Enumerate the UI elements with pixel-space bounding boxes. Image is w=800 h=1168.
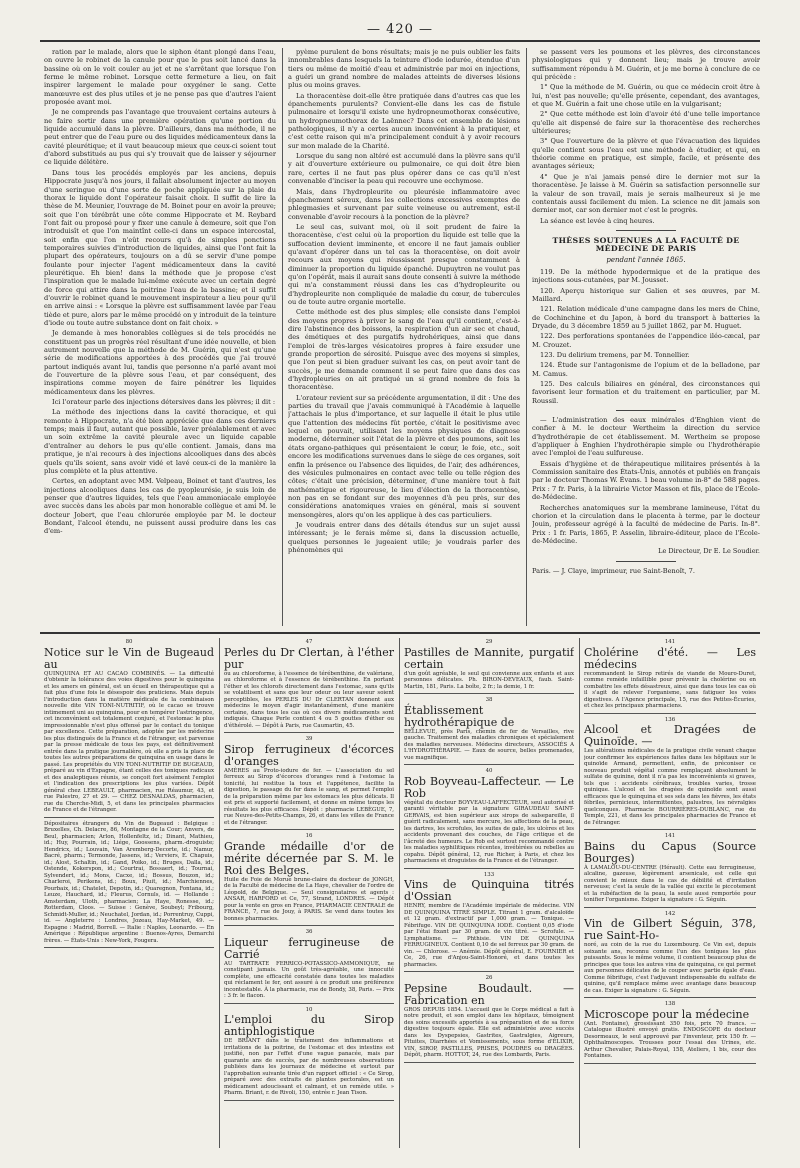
- advertisement-body: (Ant. Fontaine), grossissant 350 fois, prix 70 francs. — Catalogue illustré envoyé gratis. ENDOSCOPE du docteur Desormeaux, le seul approuvé par l'inventeur, prix 150 fr. — Ophthalmoscopes. Trousses pour l'essai des Urines, etc. Arthur Chevalier, Palais-Royal, 158, Ateliers, 1 bis, cour des Fontaines.: [584, 1020, 756, 1059]
- advertising-rule: [40, 632, 760, 634]
- advertisement-headline: Pepsine Boudault. — Fabrication en: [404, 981, 574, 1007]
- advertisement-body: GROS DEPUIS 1854. L'accueil que le Corps médical a fait à notre produit, et son emploi dans les hôpitaux, témoignent des soins excessifs apportés à sa préparation et de sa force digestive toujours égale. Elle est administrée avec succès dans les Dyspepsies, Gastrites, Gastralgies, Aigreurs, Pituites, Diarrhées et Vomissements, sous forme d'ÉLIXIR, VIN, SIROP, PASTILLES, PRISES, POUDRES ou DRAGÉES. Dépôt, pharm. HOTTOT, 24, rue des Lombards, Paris.: [404, 1006, 574, 1058]
- article-paragraph: Dans tous les procédés employés par les anciens, depuis Hippocrate jusqu'à nos jours, il fallait absolument injecter au moyen d'une seringue ou d'une sorte de poche appliquée sur la plaie du thorax le liquide dont l'opérateur faisait choix. Il suffit de lire la thèse de M. Meunier, l'ouvrage de M. Boinet pour en avoir la preuve; soit que l'on térébrât une côte comme Hippocrate et M. Reybard l'ont fait ou proposé pour y fixer une canule à demeure, soit que l'on introduisît et que l'on maintînt celle-ci dans un espace intercostal, soit enfin que l'on n'eût recours qu'à de simples ponctions temporaires suivies d'introduction de liquides, ainsi que l'ont fait la plupart des opérateurs, toujours on a dû se servir d'une pompe foulante pour injecter l'agent médicamenteux dans la cavité pleurétique. Eh bien! dans la méthode que je propose c'est l'inspiration que le malade lui-même exécute avec un certain degré de force qui attire dans la poitrine l'eau de la bassine; et il suffit d'ouvrir le robinet quand le mouvement inspirateur a lieu pour qu'il en arrive ainsi : « Lorsque la plèvre est suffisamment lavée par l'eau tiède et pure, alors par le même procédé on y introduit de la teinture d'iode ou toute autre substance dont on fait choix. »: [44, 168, 276, 327]
- thesis-entry: 124. Étude sur l'antagonisme de l'opium et de la belladone, par M. Camus.: [532, 361, 760, 378]
- page-number: — 420 —: [366, 22, 434, 37]
- advertisement-headline: Vins de Quinquina titrés d'Ossian: [404, 878, 574, 903]
- advertisement: [584, 1001, 756, 1064]
- section-rule: [616, 410, 676, 411]
- advertisement: [584, 833, 756, 908]
- article-paragraph: ration par le malade, alors que le siphon étant plongé dans l'eau, on ouvre le robinet de la canule pour que le pus soit lancé dans la bassine où on le voit couler au jet et ne s'arrêtant que lorsque l'on ferme le même robinet. Lorsque cette fermeture a lieu, on fait inspirer largement le malade pour oxygéner le sang. Cette manœuvre est des plus utiles et je ne pense pas que d'autres l'aient proposée avant moi.: [44, 48, 276, 107]
- advertisement-number: 141: [664, 639, 676, 645]
- advertisement-divider: [224, 732, 394, 733]
- article-paragraph: La thoracentèse doit-elle être pratiquée dans d'autres cas que les épanchements purulents? Convient-elle dans les cas de fistule pulmonaire et lorsqu'il existe une hydropneumothorax consécutive, un hydropneumothorax de Laënnec? Dans cet ensemble de lésions pathologiques, il n'y a certes aucun inconvénient à la pratiquer, et c'est cette raison qui m'a principalement conduit à y avoir recours sur mon malade de la Charité.: [288, 91, 520, 150]
- advertisement-number: 133: [483, 871, 495, 878]
- ads-column-3: [404, 638, 574, 1148]
- article-paragraph: L'orateur revient sur sa précédente argumentation, il dit : Une des parties du travail que j'avais communiqué à l'Académie à laquelle j'attachais le plus d'importance, et sur laquelle il était le plus utile que l'attention des médecins fût portée, c'était le positivisme avec lequel on pouvait, utilisant les moyens physiques de diagnose moderne, déterminer soit l'état de la plèvre et des poumons, soit les états organo-pathiques qui présentaient le cœur, le foie, etc., soit encore les modifications survenues dans le siège de ces organes, soit enfin la présence ou l'absence des liquides, de l'air, des adhérences, des vésicules pulmonaires en contact avec telle ou telle région des côtes; c'était une précision, déterminer, d'une manière tout à fait mathématique et rigoureuse, le lieu d'élection de la thoracentèse, non pas en se fondant sur des moyennes d'à peu près, sur des considérations anatomiques vraies en général, mais si souvent mensongères, alors qu'on les applique à des cas particuliers.: [288, 393, 520, 519]
- advertisement-headline: Liqueur ferrugineuse de Carrié: [224, 935, 394, 961]
- advertisement-headline: Vin de Gilbert Séguin, 378, rue Saint-Ho-: [584, 917, 756, 942]
- article-paragraph: se passent vers les poumons et les plèvres, des circonstances physiologiques qui y donnent lieu; mais je trouve avoir suffisamment répondu à M. Guérin, et je me borne à conclure de ce qui précède :: [532, 48, 760, 82]
- section-rule: [616, 230, 676, 231]
- advertisement: [44, 639, 214, 818]
- advertisement-divider: [584, 1063, 756, 1064]
- notice-paragraph: Recherches anatomiques sur la membrane lamineuse, l'état du chorion et la circulation dans le placenta à terme, par le docteur Jouin, professeur agrégé à la faculté de médecine de Paris. In-8°. Prix : 1 fr. Paris, 1865, P. Asselin, libraire-éditeur, place de l'École-de-Médecine.: [532, 503, 760, 545]
- advertisement: [584, 639, 756, 714]
- article-paragraph: Je voudrais entrer dans des détails étendus sur un sujet aussi intéressant; je le ferais même si, dans la discussion actuelle, quelques personnes le jugeaient utile; je voudrais parler des phénomènes qui: [288, 520, 520, 554]
- advertisement-body: À LAMALOU-DU-CENTRE (Hérault). Cette eau ferrugineuse, alcaline, gazeuse, légèrement arsenicale, est celle qui convient le mieux dans le cas de débilité et d'irritation nerveuse; c'est la seule de la vallée qui excite le piccotement et la rubéfaction de la peau, la seule aussi remportée pour tonifier l'organisme. Exiger la signature : G. Séguin.: [584, 864, 756, 903]
- advertisement-number: 29: [485, 639, 493, 645]
- article-paragraph: Mais, dans l'hydropleurite ou pleurésie inflammatoire avec épanchement séreux, dans les collections excessives exemptes de phlegmasies et survenant par suite veineuse ou autrement, est-il convenable d'avoir recours à la ponction de la plèvre?: [288, 187, 520, 221]
- advertisement-divider: [404, 1062, 574, 1063]
- advertisement-divider: [44, 817, 214, 818]
- advertisement-divider: [224, 1003, 394, 1004]
- advertisement-body: QUINQUINA ET AU CACAO COMBINÉS. — La difficulté d'obtenir la tolérance des voies digestives pour le quinquina et les amers en général, est un écueil en thérapeutique qui a fait plus d'une fois le désespoir des praticiens. Mais depuis l'introduction dans la matière médicale de la combinaison nouvelle dite VIN TONI-NUTRITIF, où le cacao se trouve intimement uni au quinquina, pour en tempérer l'astringence, cet inconvénient est totalement conjuré, et l'estomac le plus impressionnable n'est plus offensé par le contact du tonique par excellence. Cette préparation, adoptée par les médecins les plus distingués de la France et de l'étranger, est parvenue par la presse médicale de tous les pays, est définitivement entrée dans la pratique journalière, où elle a pris la place de toutes les autres préparations de quinquina en usage dans le passé. Les propriétés du VIN TONI-NUTRITIF DE BUGEAUD, préparé au vin d'Espagne, étant celles des toniques radicaux et des analeptiques réunis, se conçoit fort aisément l'emploi et l'indication des prescriptions les plus variées. Dépôt général chez LEBEAULT, pharmacien, rue Réaumur, 43, et rue Palestro, 27 et 29. — CHEZ DESNALDAS, pharmacien, rue du Cherche-Midi, 5, et dans les principales pharmacies de France et de l'étranger.: [44, 670, 214, 813]
- column-divider: [579, 638, 580, 1148]
- advertisement-body: ou au chloroforme, à l'essence de térébenthine, de valériane, au chloroforme et à l'essence de térébenthine. En portant l'éther et les chlorofs directement dans l'estomac, sans qu'ils se volatilisent et sans que leur odeur ou leur saveur soient perceptibles, les PERLES DU Dr CLERTAN donnent aux médecins le moyen d'agir instantanément, d'une manière certaine, dans tous les cas où ces divers médicaments sont indiqués. Chaque Perle contient 4 ou 5 gouttes d'éther ou d'éthérolé. — Dépôt à Paris, rue Caumartin, 45.: [224, 670, 394, 729]
- article-paragraph: 4° Que je n'ai jamais pensé dire le dernier mot sur la thoracentèse. Je laisse à M. Guérin sa satisfaction personnelle sur la valeur de son travail, mais je serais malheureux si je me contentais aussi facilement du mien. La science ne dit jamais son dernier mot, car son dernier mot c'est le progrès.: [532, 172, 760, 215]
- notice-paragraph: — L'administration des eaux minérales d'Enghien vient de confier à M. le docteur Wertheim la direction du service d'hydrothérapie de cet établissement. M. Wertheim se propose d'appliquer à Enghien l'hydrothérapie simple ou l'hydrothérapie avec l'emploi de l'eau sulfureuse.: [532, 416, 760, 458]
- advertisement: [584, 717, 756, 831]
- thesis-entry: 125. Des calculs biliaires en général, des circonstances qui favorisent leur formation et du traitement en particulier, par M. Roussil.: [532, 380, 760, 405]
- advertisement-number: 47: [305, 639, 313, 645]
- article-paragraph: pyème purulent de bons résultats; mais je ne puis oublier les faits innombrables dans lesquels la teinture d'iode iodurée, étendue d'un tiers ou même de moitié d'eau et administrée par moi en injections, a guéri un grand nombre de malades atteints de diverses lésions plus ou moins graves.: [288, 48, 520, 90]
- advertisement-number: 16: [305, 833, 313, 839]
- article-paragraph: Je ne comprends pas l'avantage que trouvaient certains auteurs à ne faire sortir dans une première opération qu'une portion du liquide accumulé dans la plèvre. D'ailleurs, dans ma méthode, il ne peut entrer que de l'eau pure ou des liquides médicamenteux dans la cavité pleurétique; et il vaut beaucoup mieux que ceux-ci soient tout d'abord substitués au pus qui s'y trouvait que de laisser y séjourner ce liquide délétère.: [44, 108, 276, 167]
- notices: [532, 416, 760, 545]
- thesis-entry: 122. Des perforations spontanées de l'appendice iléo-cæcal, par M. Crouzet.: [532, 332, 760, 349]
- thesis-entry: 121. Relation médicale d'une campagne dans les mers de Chine, de Cochinchine et du Japon, à bord du transport à batteries la Dryade, du 3 décembre 1859 au 5 juillet 1862, par M. Huguet.: [532, 305, 760, 330]
- advertisement-headline: Rob Boyveau-Laffecteur. — Le Rob: [404, 774, 574, 800]
- advertisement-divider: [584, 907, 756, 908]
- section-rule: [616, 561, 676, 562]
- advertisement: [224, 1007, 394, 1101]
- advertisement: [404, 975, 574, 1063]
- advertisement-body: végétal du docteur BOYVEAU-LAFFECTEUR, seul autorisé et garanti véritable par la signature GIRAUDEAU SAINT-GERVAIS, est bien supérieur aux sirops de salsepareille, il guérit radicalement, sans mercure, les affections de la peau, les dartres, les scrofules, les suites de gale, les ulcères et les accidents provenant des couches, de l'âge critique et de l'âcreté des humeurs. Le Rob est surtout recommandé contre les maladies syphilitiques récentes, invétérées ou rebelles au copahu. Dépôt général, 12, rue Richer, à Paris, et chez les pharmaciens et droguistes de la France et de l'étranger.: [404, 799, 574, 864]
- article-paragraph: La séance est levée à cinq heures.: [540, 216, 655, 225]
- column-divider: [399, 638, 400, 1148]
- advertisement: [224, 639, 394, 733]
- column-divider: [526, 48, 527, 626]
- ads-column-1: [44, 638, 214, 1148]
- advertisement-divider: [224, 1100, 394, 1101]
- advertisement-number: 36: [305, 929, 313, 935]
- advertisement-divider: [404, 971, 574, 972]
- advertisement-number: 141: [664, 833, 676, 839]
- advertisement-headline: Bains du Capus (Source Bourges): [584, 839, 756, 865]
- advertisement-headline: Notice sur le Vin de Bugeaud au: [44, 645, 214, 671]
- director-signature: Le Directeur, Dr E. Le Soudier.: [658, 547, 760, 556]
- header-rule: [40, 40, 760, 42]
- ads-column-2: [224, 638, 394, 1148]
- advertisement-headline: Grande médaille d'or de mérite décernée par S. M. le Roi des Belges.: [224, 839, 394, 877]
- advertisement-headline: Alcool et Dragées de Quinoïde. —: [584, 723, 756, 748]
- thesis-entry: 119. De la méthode hypodermique et de la pratique des injections sous-cutanées, par M. Jousset.: [532, 267, 760, 285]
- advertisement-number: 10: [305, 1006, 313, 1013]
- advertisement-number: 38: [485, 697, 493, 703]
- thesis-entry: 120. Aperçu historique sur Galien et ses œuvres, par M. Maillard.: [532, 286, 760, 303]
- advertisement: [404, 697, 574, 765]
- advertisement-number: 142: [664, 910, 676, 917]
- advertisement-number: 39: [305, 736, 313, 742]
- article-paragraph: Je demande à mes honorables collègues si de tels procédés ne constituent pas un progrès réel résultant d'une idée nouvelle, et bien autrement nouvelle que la méthode de M. Guérin, qui n'est qu'une série de modifications apportées à des procédés que j'ai trouvé partout indiqués avant lui, tandis que personne n'a parlé avant moi de l'ouverture de la plèvre sous l'eau, et par conséquent, des inspirations comme moyen de faire pénétrer les liquides médicamenteux dans les plèvres.: [44, 329, 276, 396]
- article-paragraph: Le seul cas, suivant moi, où il soit prudent de faire la thoracentèse, c'est celui où la proportion du liquide est telle que la suffocation devient imminente, et encore il ne faut jamais oublier qu'avant d'opérer dans un tel cas la thoracentèse, on doit avoir recours aux moyens qui réussissent presque constamment à diminuer la proportion du liquide épanché. Dupuytren ne voulut pas qu'on l'opérât, mais il aurait sans doute consenti à suivre la méthode qui m'a constamment réussi dans les cas d'hydropleurite ou d'hydropleurite non compliquée de maladie du cœur, de tubercules ou de toute autre organie mortelle.: [288, 222, 520, 306]
- advertisement-divider: [44, 947, 214, 948]
- advertisement-body: HENRY, membre de l'Académie impériale de médecine. VIN DE QUINQUINA TITRÉ SIMPLE. Titrant 1 gram. d'alcaloïde et 12 gram. d'extractif par 1,000 gram. — Tonique. — Fébrifuge. VIN DE QUINQUINA IODÉ. Contient 0,05 d'iode par l'étai fixant par 30 gram. de vin titré. — Scrofule. — Lymphatisme. — Phthisie. VIN DE QUINQUINA FERRUGINEUX. Contient 0,10 de sel ferreux par 30 gram. de vin. — Chlorose. — Anémie. Dépôt général, E. FOURNIER et Ce, 26, rue d'Anjou-Saint-Honoré, et dans toutes les pharmacies.: [404, 903, 574, 968]
- advertisement: [404, 872, 574, 973]
- advertisement-divider: [404, 764, 574, 765]
- article-paragraph: Ici l'orateur parle des injections détersives dans les plèvres; il dit :: [52, 398, 276, 407]
- conclusion-text: [532, 48, 760, 225]
- advertisement-headline: Microscope pour la médecine: [584, 1007, 750, 1021]
- advertisement-divider: [404, 693, 574, 694]
- advertisement-number: 136: [664, 716, 676, 723]
- advertisement-headline: Sirop ferrugineux d'écorces d'oranges: [224, 742, 394, 768]
- advertisement-body: recommandent le Sirop retirés de viande de Mouro-Duret, comme remède infaillible pour prévenir la cholérine ou en combattre les effets désastreux, ainsi que dans tous les cas où il s'agit de relever l'organisme, sans fatiguer les voies digestives. A l'Agence principale, 15, rue des Petites-Écuries, et chez les principaux pharmaciens.: [584, 670, 756, 709]
- advertisement-body: Huile de Foie de Morue brune-claire du docteur de JONGH, de la Faculté de médecine de La Haye, chevalier de l'ordre de Léopold, de Belgique. — Seul consignataires et agents : ANSAR, HARFORD et Ce, 77, Strand, LONDRES. — Dépôt pour la vente en gros en France, PHARMACIE CENTRALE de FRANCE, 7, rue de Jouy, à PARIS. Se vend dans toutes les bonnes pharmacies.: [224, 876, 394, 922]
- advertisement-headline: Établissement hydrothérapique de: [404, 703, 515, 729]
- advertisement-number: 138: [664, 1001, 676, 1007]
- advertisement-number: 40: [485, 768, 493, 774]
- advertisement: [584, 911, 756, 999]
- article-paragraph: La méthode des injections dans la cavité thoracique, et qui remonte à Hippocrate, n'a été bien appréciée que dans ces derniers temps; mais il faut, autant que possible, laver préalablement et avec un soin extrême la cavité pleurale avec un liquide capable d'entraîner au dehors le pus qu'elle contient. Jamais, dans ma pratique, je n'ai recours à des injections alcooliques dans des abcès quels qu'ils soient, sans avoir vidé et lavé ceux-ci de la manière la plus complète et la plus attentive.: [44, 408, 276, 475]
- article-column-3: [532, 48, 760, 626]
- advertisement: [44, 821, 214, 949]
- advertisement-divider: [584, 997, 756, 998]
- article-column-1: [44, 48, 276, 626]
- advertisement-body: AMÈRES au Proto-iodure de fer. — L'association du sel ferreux au Sirop d'écorces d'oranges rend à l'estomac la tonicité, lui restitue la toux et l'appétence, facilite la digestion, le passage du fer dans le sang, et permet l'emploi de la préparation même par les estomacs les plus délicats. Il est pris et supporté facilement, et donne en même temps les résultats les plus efficaces. Dépôt : pharmacie LEBÈGUE, 7, rue Neuve-des-Petits-Champs, 26, et dans les villes de France et de l'étranger.: [224, 767, 394, 826]
- advertisement-divider: [224, 925, 394, 926]
- column-divider: [219, 638, 220, 1148]
- advertisement-body: BELLEVUE, près Paris, chemin de fer de Versailles, rive gauche. Traitement des maladies chroniques et spécialement des maladies nerveuses. Médecins directeurs, ASSOCIÉS A L'HYDROTHÉRAPIE. — Eaux de source, belles promenades, vue magnifique.: [404, 728, 574, 761]
- advertisement-headline: L'emploi du Sirop antiphlogistique: [224, 1013, 394, 1038]
- advertisement-body: d'un goût agréable, le seul qui convienne aux enfants et aux personnes délicates. Ph. BIRON-DEVEAUX, faub. Saint-Martin, 181, Paris. La boîte, 2 fr.; la demie, 1 fr.: [404, 670, 574, 690]
- advertisement-body: Les altérations médicales de la pratique civile venant chaque jour confirmer les expériences faites dans les hôpitaux sur le quinoïde Armand, permettent, enfin, de préconiser ce nouveau produit végétal comme remplaçant absolument le sulfate de quinine, dont il n'a pas les inconvénients si graves, tels que : accidents cérébraux, troubles varies, trosse quinique. L'alcool et les dragées de quinoïde sont aussi efficaces que le quinquina et ses sels dans les fièvres, les états fébriles, pernicieux, intermittentes, palustres, les névralgies quelconques. Pharmacie BOURRIÈRES-DUBLANC, rue du Temple, 221, et dans les principales pharmacies de France et de l'étranger.: [584, 748, 756, 826]
- advertisement-divider: [584, 713, 756, 714]
- advertisement: [404, 639, 574, 694]
- article-column-2: [288, 48, 520, 626]
- advertisement-body: Dépositaires étrangers du Vin de Bugeaud : Belgique : Bruxelles, Ch. Delacre, 86, Montagne de la Cour; Anvers, de Beul, pharmacien; Arlon, Hollenfeltz, id.; Dinant, Mathieu, id.; Huy, Pourrain, id.; Liége, Goossens, pharm.-droguiste; Hendricx, id.; Louvain, Van Aremberg-Decorte, id.; Namur, Bacré, pharm.; Termonde, Jassens, id.; Verviers, E. Chapuis, id.; Alost, Schaltin, id.; Gand, Poiko, id.; Bruges, Dalla, id.; Ostende, Kokerspon, id.; Courtrai, Bossaert, id.; Tournai, Sylvendert, id.; Mons, Cacxe, id.; Bossus, Bouzon, id.; Charleroi, Perikens, id.; Boux, Piuit, id.; Marchiennes, Pourbaix, id.; Chatelet, Depotin, id.; Quaregnon, Fontana, id.; Leuze, Hauchard, id.; Fleurus, Cornuls, id. — Hollande : Amsterdam, Uloth, pharmacien; La Haye, Ronesse, id.; Rotterdam, Cloos. — Suisse : Genève, Soubeyl; Fribourg, Schmidt-Muller, id.; Neuchatel, Jordan, id.; Porrentruy, Cuppi, id. — Angleterre : Londres, Jozeau, Hay-Market, 49. — Espagne : Madrid, Borrell. — Italie : Naples, Leonardo. — En Amérique : République argentine : Buenos-Ayres, Demarchi frères. — États-Unis : New-York, Fougera.: [44, 820, 214, 944]
- advertisement: [224, 929, 394, 1004]
- article-paragraph: Certes, en adoptant avec MM. Velpeau, Boinet et tant d'autres, les injections alcooliques dans les cas de pyopleurésie, je suis loin de penser que d'autres liquides, tels que l'eau ammoniacale employée avec succès dans les abcès par mon honorable collègue et ami M. le docteur Jobert, que l'eau chlorurée employée par M. le docteur Bondant, l'alcool étendu, ne puissent aussi produire dans les cas d'em-: [44, 477, 276, 536]
- advertisement-number: 80: [125, 639, 133, 645]
- advertisement: [224, 833, 394, 926]
- notice-paragraph: Essais d'hygiène et de thérapeutique militaires présentés à la Commission sanitaire des États-Unis, annotés et publiés en français par le docteur Thomas W. Évans. 1 beau volume in-8° de 588 pages. Prix : 7 fr. Paris, à la librairie Victor Masson et fils, place de l'École-de-Médecine.: [532, 459, 760, 502]
- ads-column-4: [584, 638, 756, 1148]
- advertisement-body: DE BRIANT dans le traitement des inflammations et irritations de la poitrine, de l'estomac et des intestins est justifié, non par l'effet d'une vague panacée, mais par quarante ans de succès, par de nombreuses observations publiées dans les journaux de médecine et surtout par l'approbation suivante tirée d'un rapport officiel : « Ce Sirop, préparé avec des extraits de plantes pectorales, est un médicament adoucissant et calmant, et un remède utile. » Pharm. Briant, r. de Rivoli, 150, entrée r. Jean Tison.: [224, 1038, 394, 1096]
- theses-subtitle: pendant l'année 1865.: [606, 255, 686, 264]
- advertisement-body: AU TARTRATE FERRICO-POTASSICO-AMMONIQUE, ne constipant jamais. Un goût très-agréable, une innocuité complète, une efficacité constatée dans toutes les maladies qui réclament le fer, ont assuré à ce produit une préférence incontestable. À la pharmacie, rue de Bondy, 38, Paris. — Prix : 3 fr. le flacon.: [224, 960, 394, 999]
- article-paragraph: 3° Que l'ouverture de la plèvre et que l'évacuation des liquides qu'elle contient sous l'eau est une méthode à étudier, et qui, en théorie comme en pratique, est simple, facile, et présente des avantages sérieux;: [532, 137, 760, 171]
- advertisement-headline: Perles du Dr Clertan, à l'éther pur: [224, 645, 394, 671]
- column-divider: [282, 48, 283, 626]
- article-paragraph: Lorsque du sang non altéré est accumulé dans la plèvre sans qu'il y ait d'ouverture extérieure ou pulmonaire, ce qui doit être bien rare, certes il ne faut pas plus opérer dans ce cas qu'il n'est convenable d'inciser la peau qui recouvre une ecchymose.: [288, 152, 520, 186]
- printer-imprint: Paris. — J. Claye, imprimeur, rue Saint-Benoît, 7.: [532, 566, 695, 575]
- advertisement-divider: [584, 829, 756, 830]
- advertisement-number: 26: [485, 975, 493, 981]
- article-paragraph: 1° Que la méthode de M. Guérin, ou que ce médecin croit être à lui, n'est pas nouvelle; qu'elle présente, cependant, des avantages, et que M. Guérin a fait une chose utile en la vulgarisant;: [532, 83, 760, 109]
- advertisement-divider: [224, 829, 394, 830]
- advertisement: [224, 736, 394, 830]
- advertisement-body: noré, au coin de la rue du Luxembourg. Ce Vin est, depuis soixante ans, reconnu comme l'un des toniques les plus puissants. Sous le même volume, il contient beaucoup plus de principes que tous les autres vins de quinquina, ce qui permet aux personnes délicates de le couper avec partie égale d'eau. Comme fébrifuge, c'est l'adjuvant indispensable du sulfate de quinine, qu'il remplace même avec avantage dans beaucoup de cas. Exiger la signature : G. Séguin.: [584, 942, 756, 994]
- advertisement-headline: Cholérine d'été. — Les médecins: [584, 645, 756, 671]
- theses-title: THÈSES SOUTENUES A LA FACULTÉ DE MÉDECINE DE PARIS: [552, 235, 740, 254]
- theses-list: [532, 268, 760, 405]
- article-paragraph: Cette méthode est des plus simples; elle consiste dans l'emploi des moyens propres à priver le sang de l'eau qu'il contient, c'est-à-dire l'abstinence des boissons, la respiration d'un air sec et chaud, des émétiques et des purgatifs hydrohériques, ainsi que dans l'emploi de très-larges vésicatoires propres à faire exsuder une grande proportion de sérosité. Puisque avec des moyens si simples, que l'on peut si bien graduer suivant les cas, on peut avoir tant de succès, je me demande comment il se peut faire que dans des cas d'hydropleuries on ait pratiqué un si grand nombre de fois la thoracentèse.: [288, 308, 520, 392]
- thesis-entry: 123. Du delirium tremens, par M. Tonnellier.: [540, 351, 690, 359]
- advertisement-divider: [404, 868, 574, 869]
- article-paragraph: 2° Que cette méthode est loin d'avoir été d'une telle importance qu'elle ait dispensé de faire sur la thoracentèse des recherches ultérieures;: [532, 110, 760, 136]
- advertisement-headline: Pastilles de Mannite, purgatif certain: [404, 645, 574, 671]
- advertisement: [404, 768, 574, 869]
